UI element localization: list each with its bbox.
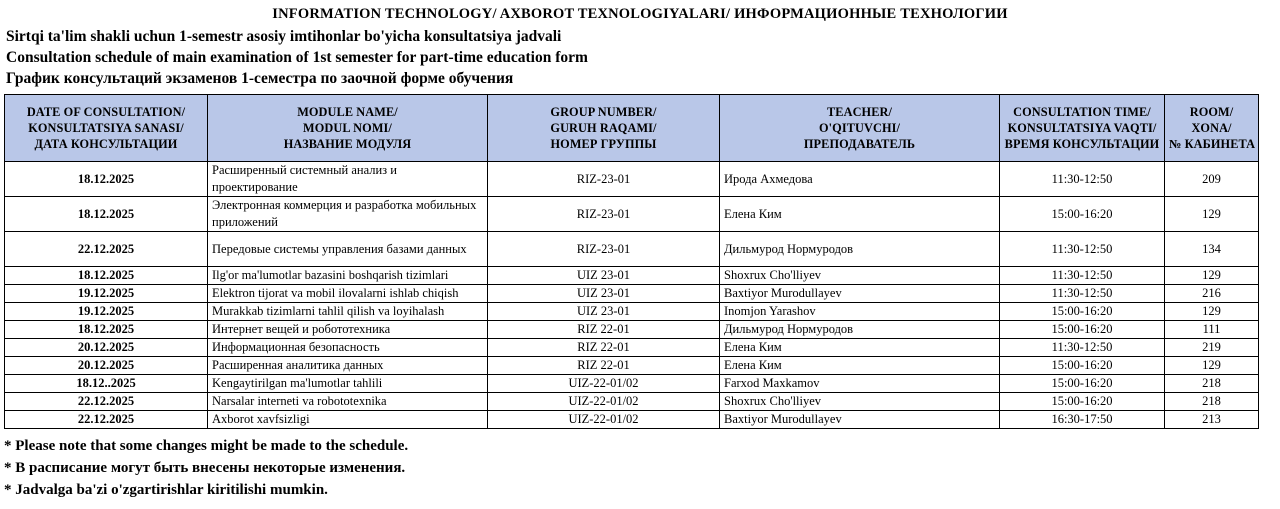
cell-module: Информационная безопасность: [208, 339, 488, 357]
column-header-module-line-3: НАЗВАНИЕ МОДУЛЯ: [283, 137, 412, 151]
table-row: [5, 321, 1259, 339]
cell-group: UIZ-22-01/02: [488, 411, 720, 429]
table-row: [5, 232, 1259, 267]
cell-module: Narsalar interneti va robototexnika: [208, 393, 488, 411]
cell-teacher: Baxtiyor Murodullayev: [720, 285, 1000, 303]
column-header-teacher-line-3: ПРЕПОДАВАТЕЛЬ: [803, 137, 916, 151]
cell-room: 218: [1165, 393, 1259, 411]
cell-group: UIZ-22-01/02: [488, 393, 720, 411]
column-header-date-line-2: KONSULTATSIYA SANASI/: [28, 121, 184, 135]
cell-date: 18.12.2025: [5, 267, 208, 285]
column-header-date: [5, 95, 208, 162]
column-header-room: [1165, 95, 1259, 162]
cell-time: 15:00-16:20: [1000, 197, 1165, 232]
cell-room: 129: [1165, 303, 1259, 321]
table-row: [5, 197, 1259, 232]
cell-module: Интернет вещей и робототехника: [208, 321, 488, 339]
footnote-en: * Please note that some changes might be made to the schedule.: [4, 438, 409, 454]
cell-room: 129: [1165, 197, 1259, 232]
cell-time: 15:00-16:20: [1000, 303, 1165, 321]
table-body: [5, 162, 1259, 429]
cell-date: 18.12.2025: [5, 162, 208, 197]
cell-group: RIZ-23-01: [488, 197, 720, 232]
cell-module: Murakkab tizimlarni tahlil qilish va loyihalash: [208, 303, 488, 321]
cell-time: 11:30-12:50: [1000, 285, 1165, 303]
table-row: [5, 339, 1259, 357]
subtitle-ru: График консультаций экзаменов 1-семестра по заочной форме обучения: [6, 70, 514, 87]
column-header-time-line-1: CONSULTATION TIME/: [1013, 105, 1151, 119]
cell-room: 218: [1165, 375, 1259, 393]
cell-teacher: Baxtiyor Murodullayev: [720, 411, 1000, 429]
cell-room: 209: [1165, 162, 1259, 197]
cell-time: 11:30-12:50: [1000, 339, 1165, 357]
column-header-module: [208, 95, 488, 162]
table-row: [5, 285, 1259, 303]
page-title: INFORMATION TECHNOLOGY/ AXBOROT TEXNOLOGIYALARI/ ИНФОРМАЦИОННЫЕ ТЕХНОЛОГИИ: [272, 6, 1008, 22]
cell-date: 22.12.2025: [5, 393, 208, 411]
cell-time: 11:30-12:50: [1000, 162, 1165, 197]
column-header-room-line-3: № КАБИНЕТА: [1169, 137, 1256, 151]
cell-date: 19.12.2025: [5, 303, 208, 321]
cell-group: UIZ-22-01/02: [488, 375, 720, 393]
cell-teacher: Inomjon Yarashov: [720, 303, 1000, 321]
cell-time: 15:00-16:20: [1000, 321, 1165, 339]
cell-module: Электронная коммерция и разработка мобильных приложений: [208, 197, 488, 232]
column-header-room-line-2: XONA/: [1191, 121, 1232, 135]
subtitle-uz: Sirtqi ta'lim shakli uchun 1-semestr asosiy imtihonlar bo'yicha konsultatsiya jadvali: [6, 28, 562, 45]
cell-teacher: Farxod Maxkamov: [720, 375, 1000, 393]
table-row: [5, 357, 1259, 375]
cell-room: 129: [1165, 357, 1259, 375]
cell-time: 11:30-12:50: [1000, 267, 1165, 285]
table-row: [5, 393, 1259, 411]
cell-teacher: Елена Ким: [720, 339, 1000, 357]
table-header: [5, 95, 1259, 162]
table-row: [5, 267, 1259, 285]
cell-date: 20.12.2025: [5, 357, 208, 375]
column-header-time-line-3: ВРЕМЯ КОНСУЛЬТАЦИИ: [1004, 137, 1160, 151]
cell-room: 134: [1165, 232, 1259, 267]
table-row: [5, 162, 1259, 197]
column-header-teacher-line-1: TEACHER/: [826, 105, 893, 119]
cell-time: 16:30-17:50: [1000, 411, 1165, 429]
schedule-table-wrapper: [0, 94, 1280, 429]
column-header-module-line-1: MODULE NAME/: [297, 105, 398, 119]
cell-teacher: Дильмурод Нормуродов: [720, 321, 1000, 339]
cell-teacher: Shoxrux Cho'lliyev: [720, 267, 1000, 285]
cell-teacher: Дильмурод Нормуродов: [720, 232, 1000, 267]
column-header-group-line-3: НОМЕР ГРУППЫ: [550, 137, 657, 151]
table-row: [5, 375, 1259, 393]
cell-date: 20.12.2025: [5, 339, 208, 357]
column-header-group-line-2: GURUH RAQAMI/: [550, 121, 657, 135]
subtitle-en: Consultation schedule of main examination of 1st semester for part-time education form: [6, 49, 588, 66]
cell-date: 22.12.2025: [5, 232, 208, 267]
cell-room: 213: [1165, 411, 1259, 429]
cell-group: RIZ-23-01: [488, 162, 720, 197]
column-header-teacher: [720, 95, 1000, 162]
cell-module: Ilg'or ma'lumotlar bazasini boshqarish tizimlari: [208, 267, 488, 285]
cell-module: Передовые системы управления базами данных: [208, 232, 488, 267]
column-header-teacher-line-2: O'QITUVCHI/: [818, 121, 901, 135]
cell-group: UIZ 23-01: [488, 303, 720, 321]
cell-date: 18.12.2025: [5, 197, 208, 232]
table-header-row: [5, 95, 1259, 162]
cell-time: 15:00-16:20: [1000, 357, 1165, 375]
footnote-ru: * В расписание могут быть внесены некоторые изменения.: [4, 460, 406, 476]
cell-group: RIZ 22-01: [488, 339, 720, 357]
footnote-uz: * Jadvalga ba'zi o'zgartirishlar kiritilishi mumkin.: [4, 482, 328, 498]
cell-time: 11:30-12:50: [1000, 232, 1165, 267]
column-header-module-line-2: MODUL NOMI/: [303, 121, 392, 135]
cell-module: Elektron tijorat va mobil ilovalarni ishlab chiqish: [208, 285, 488, 303]
cell-date: 22.12.2025: [5, 411, 208, 429]
column-header-group-line-1: GROUP NUMBER/: [550, 105, 657, 119]
consultation-schedule-table: [4, 94, 1259, 429]
cell-time: 15:00-16:20: [1000, 393, 1165, 411]
cell-module: Расширенный системный анализ и проектирование: [208, 162, 488, 197]
table-row: [5, 411, 1259, 429]
cell-time: 15:00-16:20: [1000, 375, 1165, 393]
cell-group: UIZ 23-01: [488, 267, 720, 285]
column-header-date-line-3: ДАТА КОНСУЛЬТАЦИИ: [34, 137, 178, 151]
cell-group: RIZ-23-01: [488, 232, 720, 267]
subtitle-block: [0, 22, 1280, 89]
column-header-room-line-1: ROOM/: [1189, 105, 1234, 119]
column-header-time: [1000, 95, 1165, 162]
cell-room: 111: [1165, 321, 1259, 339]
column-header-date-line-1: DATE OF CONSULTATION/: [26, 105, 186, 119]
cell-teacher: Ирода Ахмедова: [720, 162, 1000, 197]
cell-room: 219: [1165, 339, 1259, 357]
table-row: [5, 303, 1259, 321]
cell-group: RIZ 22-01: [488, 321, 720, 339]
cell-date: 18.12.2025: [5, 321, 208, 339]
cell-date: 18.12..2025: [5, 375, 208, 393]
cell-group: UIZ 23-01: [488, 285, 720, 303]
cell-module: Расширенная аналитика данных: [208, 357, 488, 375]
cell-teacher: Елена Ким: [720, 357, 1000, 375]
cell-teacher: Елена Ким: [720, 197, 1000, 232]
cell-room: 129: [1165, 267, 1259, 285]
column-header-time-line-2: KONSULTATSIYA VAQTI/: [1007, 121, 1157, 135]
footnotes: [0, 429, 1280, 501]
cell-module: Kengaytirilgan ma'lumotlar tahlili: [208, 375, 488, 393]
cell-group: RIZ 22-01: [488, 357, 720, 375]
cell-room: 216: [1165, 285, 1259, 303]
cell-module: Axborot xavfsizligi: [208, 411, 488, 429]
column-header-group: [488, 95, 720, 162]
cell-teacher: Shoxrux Cho'lliyev: [720, 393, 1000, 411]
cell-date: 19.12.2025: [5, 285, 208, 303]
